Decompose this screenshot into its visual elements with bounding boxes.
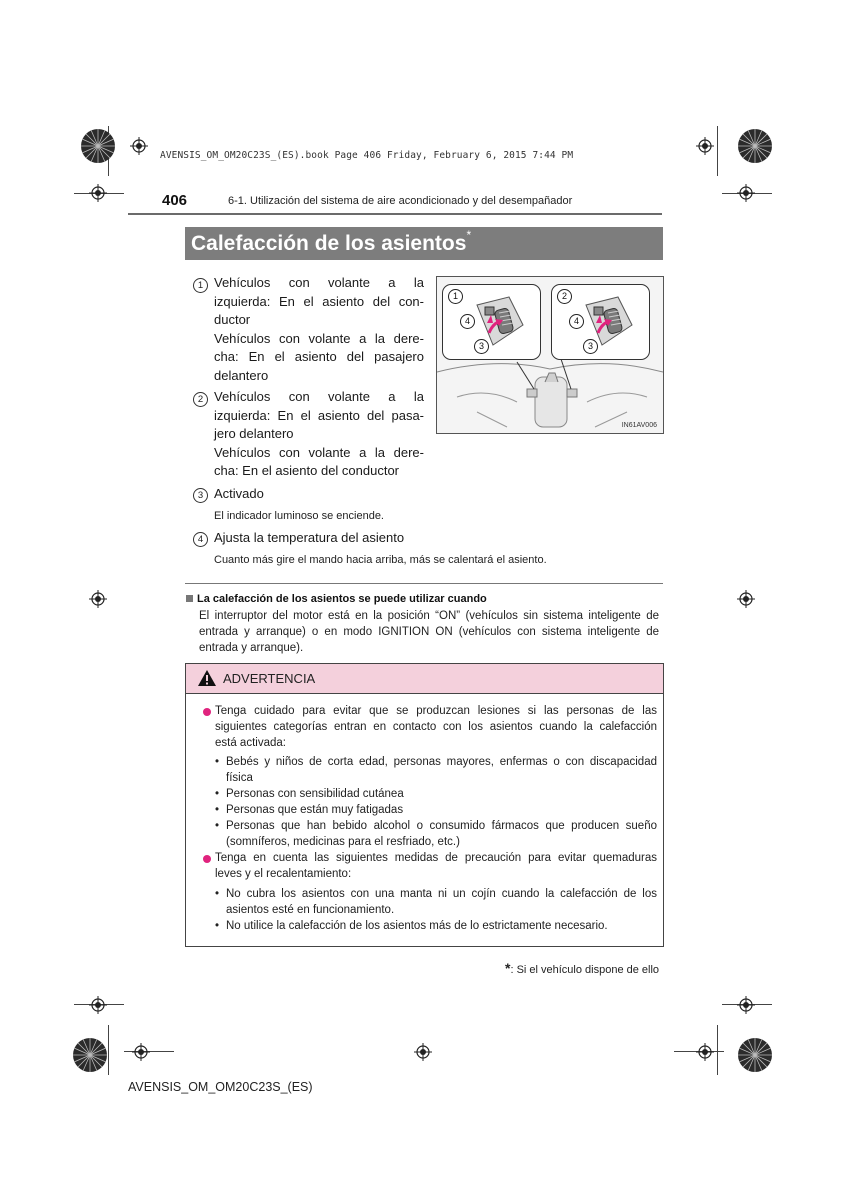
info-line: entrada y arranque) o en modo IGNITION ON (vehículos con sistema inteligente de	[199, 626, 659, 638]
registration-crosshair-icon	[132, 1043, 150, 1061]
callout-left-dial-number: 4	[460, 314, 475, 329]
item-number-4: 4	[193, 532, 208, 547]
bullet-dot: •	[215, 788, 220, 800]
registration-crosshair-icon	[696, 1043, 714, 1061]
item-1-line: ductor	[214, 312, 251, 327]
item-3-label: Activado	[214, 486, 264, 501]
callout-right-dial-number: 4	[569, 314, 584, 329]
item-2-line: cha: En el asiento del conductor	[214, 463, 400, 478]
title-asterisk: *	[466, 228, 472, 242]
warning-bullet: Personas que están muy fatigadas	[226, 804, 404, 816]
item-2-line: Vehículos con volante a la dere-	[214, 444, 424, 460]
figure-code: IN61AV006	[621, 422, 657, 429]
section-title: 6-1. Utilización del sistema de aire acondicionado y del desempañador	[228, 195, 573, 207]
registration-crosshair-icon	[89, 996, 107, 1014]
registration-crosshair-icon	[737, 996, 755, 1014]
callout-right-button-number: 3	[583, 339, 598, 354]
registration-crosshair-icon	[89, 184, 107, 202]
registration-crosshair-icon	[737, 590, 755, 608]
item-4-label: Ajusta la temperatura del asiento	[214, 530, 405, 545]
footnote	[505, 960, 659, 976]
item-1-line: Vehículos con volante a la dere-	[214, 330, 424, 346]
color-registration-rosette-icon	[72, 1037, 108, 1073]
registration-crosshair-icon	[696, 137, 714, 155]
page-number: 406	[162, 192, 188, 209]
warning-line: (somníferos, medicinas para el resfriado, etc.)	[226, 836, 460, 848]
registration-crosshair-icon	[130, 137, 148, 155]
warning-line: asientos esté en funcionamiento.	[226, 904, 395, 916]
header-divider	[128, 213, 662, 215]
warning-line: No cubra los asientos con una manta ni un cojín cuando la calefacción de los	[226, 888, 657, 900]
page-title	[191, 228, 472, 256]
bullet-dot: •	[215, 756, 220, 768]
info-heading	[186, 593, 487, 605]
item-1-text	[214, 274, 424, 385]
warning-bullet: No utilice la calefacción de los asientos más de lo estrictamente necesario.	[226, 920, 608, 932]
item-2-line: izquierda: En el asiento del pasa-	[214, 407, 424, 423]
warning-point-2	[215, 850, 657, 882]
warning-point-1	[215, 703, 657, 751]
registration-crosshair-icon	[737, 184, 755, 202]
warning-line: está activada:	[215, 737, 286, 749]
warning-triangle-icon	[198, 670, 216, 686]
item-1-line: Vehículos con volante a la	[214, 275, 424, 290]
seat-heater-figure	[436, 276, 664, 434]
warning-bullet	[226, 818, 657, 850]
item-2-line: jero delantero	[214, 426, 294, 441]
warning-bullet: Personas con sensibilidad cutánea	[226, 788, 404, 800]
bullet-dot: •	[215, 888, 220, 900]
warning-line: leves y el recalentamiento:	[215, 868, 352, 880]
item-1-line: izquierda: En el asiento del con-	[214, 293, 424, 309]
warning-box	[185, 663, 664, 947]
warning-point-bullet	[203, 855, 211, 863]
square-bullet-icon	[186, 595, 193, 602]
color-registration-rosette-icon	[80, 128, 116, 164]
color-registration-rosette-icon	[737, 1037, 773, 1073]
registration-crosshair-icon	[414, 1043, 432, 1061]
item-number-1: 1	[193, 278, 208, 293]
warning-bullet	[226, 754, 657, 786]
footnote-asterisk: *	[505, 960, 511, 976]
footnote-text: : Si el vehículo dispone de ello	[510, 964, 660, 976]
info-line: El interruptor del motor está en la posición “ON” (vehículos sin sistema inteligente de	[199, 610, 659, 622]
item-2-line: Vehículos con volante a la	[214, 389, 424, 404]
callout-right-number: 2	[557, 289, 572, 304]
warning-bullet	[226, 886, 657, 918]
registration-crosshair-icon	[89, 590, 107, 608]
warning-point-bullet	[203, 708, 211, 716]
warning-line: Personas que han bebido alcohol o consumido fármacos que producen sueño	[226, 820, 657, 832]
info-divider	[185, 583, 663, 584]
item-4-note: Cuanto más gire el mando hacia arriba, más se calentará el asiento.	[214, 554, 547, 566]
callout-left-button-number: 3	[474, 339, 489, 354]
item-number-3: 3	[193, 488, 208, 503]
warning-line: siguientes categorías entran en contacto con los asientos cuando la calefacción	[215, 721, 657, 733]
color-registration-rosette-icon	[737, 128, 773, 164]
warning-line: Tenga en cuenta las siguientes medidas de precaución para evitar quemaduras	[215, 852, 657, 864]
bullet-dot: •	[215, 820, 220, 832]
callout-left-number: 1	[448, 289, 463, 304]
warning-line: física	[226, 772, 253, 784]
item-1-line: cha: En el asiento del pasajero	[214, 349, 424, 364]
item-number-2: 2	[193, 392, 208, 407]
file-header: AVENSIS_OM_OM20C23S_(ES).book Page 406 Friday, February 6, 2015 7:44 PM	[160, 150, 574, 161]
bullet-dot: •	[215, 804, 220, 816]
item-2-text	[214, 388, 424, 481]
bullet-dot: •	[215, 920, 220, 932]
warning-line: Bebés y niños de corta edad, personas mayores, enfermas o con discapacidad	[226, 756, 657, 768]
info-line: entrada y arranque).	[199, 642, 304, 654]
info-paragraph	[199, 608, 659, 656]
callout-right	[551, 284, 650, 360]
warning-title: ADVERTENCIA	[223, 671, 316, 686]
item-3-note: El indicador luminoso se enciende.	[214, 510, 384, 522]
page-title-text: Calefacción de los asientos	[191, 232, 467, 255]
footer-document-code: AVENSIS_OM_OM20C23S_(ES)	[128, 1080, 313, 1094]
warning-line: Tenga cuidado para evitar que se produzcan lesiones si las personas de las	[215, 705, 657, 717]
page-title-bar	[185, 227, 663, 260]
callout-left	[442, 284, 541, 360]
warning-header	[186, 664, 663, 694]
info-heading-text: La calefacción de los asientos se puede utilizar cuando	[197, 593, 487, 605]
item-1-line: delantero	[214, 367, 269, 383]
